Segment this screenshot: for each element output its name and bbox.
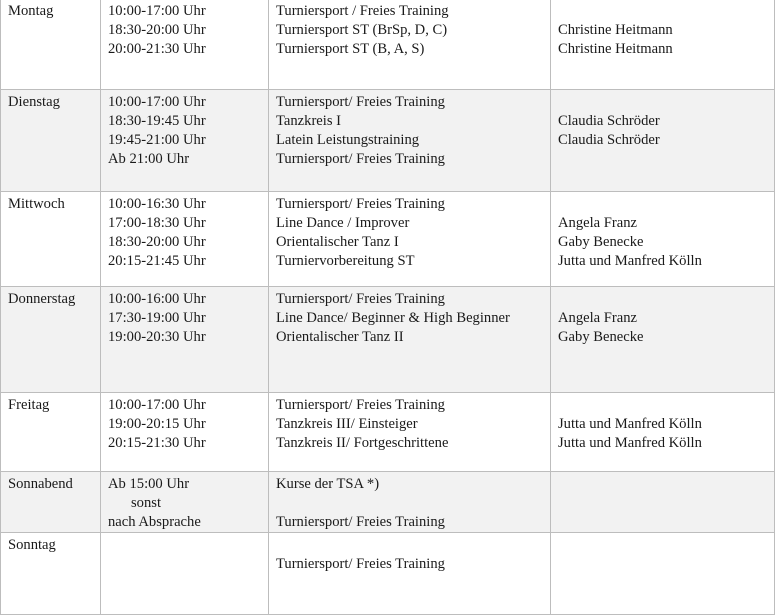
trainers-cell xyxy=(551,533,775,615)
trainer-entry: Christine Heitmann xyxy=(558,22,673,38)
course-entry: Turniersport/ Freies Training xyxy=(276,196,445,212)
course-entry: Tanzkreis I xyxy=(276,113,342,129)
course-entry: Tanzkreis III/ Einsteiger xyxy=(276,416,418,432)
course-entry: Orientalischer Tanz II xyxy=(276,329,404,345)
table-row-sunday xyxy=(1,533,775,615)
course-entry: Turniersport / Freies Training xyxy=(276,3,449,19)
courses-cell xyxy=(269,472,551,533)
table-row-wednesday xyxy=(1,192,775,287)
trainer-entry: Jutta und Manfred Kölln xyxy=(558,253,702,269)
course-entry: Turniersport/ Freies Training xyxy=(276,94,445,110)
trainers-cell xyxy=(551,287,775,393)
trainer-entry: Angela Franz xyxy=(558,310,638,326)
day-cell xyxy=(1,472,101,533)
day-label: Donnerstag xyxy=(8,291,76,307)
table-row-tuesday xyxy=(1,90,775,192)
trainers-cell xyxy=(551,192,775,287)
courses-cell xyxy=(269,90,551,192)
trainer-entry: Gaby Benecke xyxy=(558,329,644,345)
times-cell xyxy=(101,472,269,533)
courses-cell xyxy=(269,192,551,287)
course-entry xyxy=(276,494,550,513)
day-cell xyxy=(1,393,101,472)
time-entry: 10:00-17:00 Uhr xyxy=(108,94,206,110)
time-entry: 18:30-19:45 Uhr xyxy=(108,113,206,129)
time-entry: nach Absprache xyxy=(108,514,201,530)
trainer-entry xyxy=(558,2,774,21)
trainer-entry: Jutta und Manfred Kölln xyxy=(558,416,702,432)
day-label: Sonnabend xyxy=(8,476,73,492)
day-cell xyxy=(1,192,101,287)
times-cell xyxy=(101,533,269,615)
time-entry: 17:00-18:30 Uhr xyxy=(108,215,206,231)
course-entry xyxy=(276,536,550,555)
time-entry: 19:45-21:00 Uhr xyxy=(108,132,206,148)
table-row-monday xyxy=(1,0,775,90)
day-label: Mittwoch xyxy=(8,196,65,212)
course-entry: Kurse der TSA *) xyxy=(276,476,380,492)
trainers-cell xyxy=(551,472,775,533)
time-entry: 19:00-20:30 Uhr xyxy=(108,329,206,345)
day-cell xyxy=(1,287,101,393)
time-entry: 20:00-21:30 Uhr xyxy=(108,41,206,57)
course-entry: Turniersport/ Freies Training xyxy=(276,556,445,572)
time-entry: Ab 15:00 Uhr xyxy=(108,476,190,492)
table-row-saturday xyxy=(1,472,775,533)
trainer-entry xyxy=(558,93,774,112)
courses-cell xyxy=(269,0,551,90)
time-entry: 17:30-19:00 Uhr xyxy=(108,310,206,326)
course-entry: Line Dance / Improver xyxy=(276,215,410,231)
times-cell xyxy=(101,90,269,192)
time-entry: 19:00-20:15 Uhr xyxy=(108,416,206,432)
day-label: Freitag xyxy=(8,397,50,413)
time-entry: sonst xyxy=(131,495,162,511)
course-entry: Turniersport/ Freies Training xyxy=(276,397,445,413)
course-entry: Turniersport/ Freies Training xyxy=(276,151,445,167)
trainer-entry: Gaby Benecke xyxy=(558,234,644,250)
times-cell xyxy=(101,287,269,393)
course-entry: Line Dance/ Beginner & High Beginner xyxy=(276,310,510,326)
time-entry: 20:15-21:30 Uhr xyxy=(108,435,206,451)
time-entry: 20:15-21:45 Uhr xyxy=(108,253,206,269)
times-cell xyxy=(101,192,269,287)
trainer-entry: Claudia Schröder xyxy=(558,132,660,148)
day-cell xyxy=(1,90,101,192)
trainers-cell xyxy=(551,393,775,472)
trainer-entry xyxy=(558,150,774,169)
course-entry: Orientalischer Tanz I xyxy=(276,234,399,250)
times-cell xyxy=(101,393,269,472)
courses-cell xyxy=(269,287,551,393)
trainers-cell xyxy=(551,90,775,192)
trainer-entry xyxy=(558,290,774,309)
time-entry: 10:00-17:00 Uhr xyxy=(108,3,206,19)
day-label: Dienstag xyxy=(8,94,60,110)
trainer-entry xyxy=(558,396,774,415)
time-entry: 10:00-16:00 Uhr xyxy=(108,291,206,307)
course-entry: Turniersport ST (B, A, S) xyxy=(276,41,425,57)
courses-cell xyxy=(269,533,551,615)
trainer-entry: Angela Franz xyxy=(558,215,638,231)
course-entry: Turniersport/ Freies Training xyxy=(276,514,445,530)
trainer-entry: Claudia Schröder xyxy=(558,113,660,129)
course-entry: Tanzkreis II/ Fortgeschrittene xyxy=(276,435,449,451)
time-entry: 18:30-20:00 Uhr xyxy=(108,22,206,38)
day-label: Sonntag xyxy=(8,537,56,553)
trainer-entry xyxy=(558,195,774,214)
time-entry: Ab 21:00 Uhr xyxy=(108,151,190,167)
course-entry: Turniersport ST (BrSp, D, C) xyxy=(276,22,448,38)
courses-cell xyxy=(269,393,551,472)
course-entry: Turniervorbereitung ST xyxy=(276,253,415,269)
table-row-friday xyxy=(1,393,775,472)
trainer-entry: Jutta und Manfred Kölln xyxy=(558,435,702,451)
day-cell xyxy=(1,533,101,615)
course-entry: Turniersport/ Freies Training xyxy=(276,291,445,307)
table-row-thursday xyxy=(1,287,775,393)
course-entry: Latein Leistungstraining xyxy=(276,132,420,148)
day-label: Montag xyxy=(8,3,54,19)
time-entry: 18:30-20:00 Uhr xyxy=(108,234,206,250)
day-cell xyxy=(1,0,101,90)
times-cell xyxy=(101,0,269,90)
trainers-cell xyxy=(551,0,775,90)
time-entry: 10:00-17:00 Uhr xyxy=(108,397,206,413)
trainer-entry: Christine Heitmann xyxy=(558,41,673,57)
time-entry: 10:00-16:30 Uhr xyxy=(108,196,206,212)
